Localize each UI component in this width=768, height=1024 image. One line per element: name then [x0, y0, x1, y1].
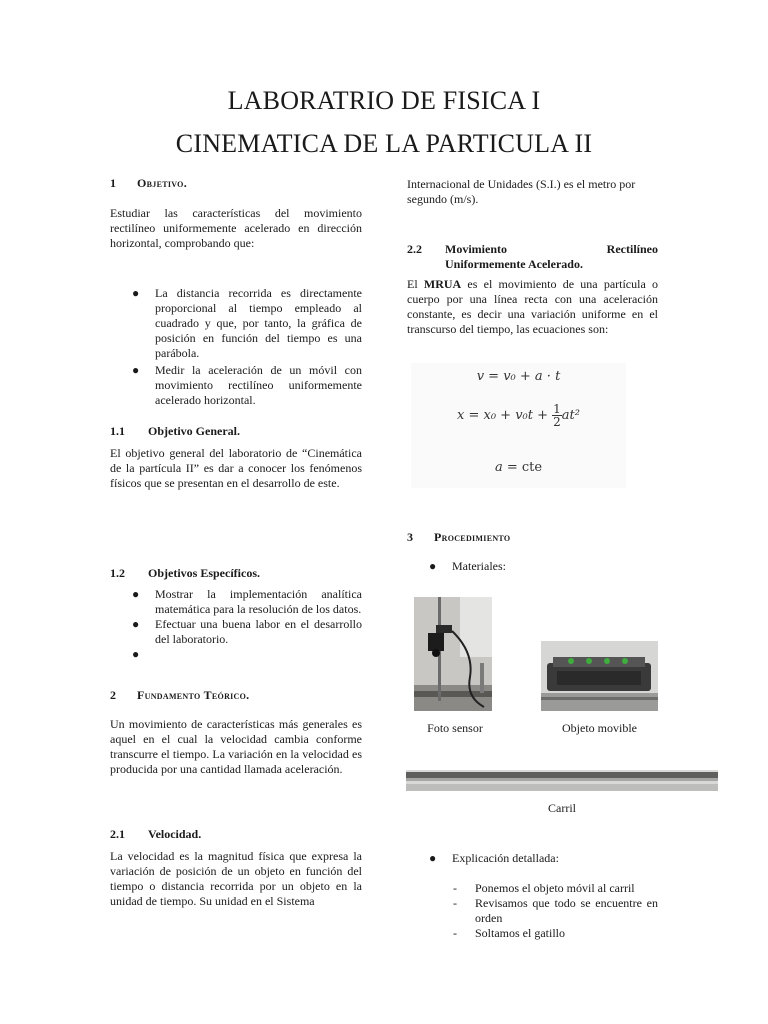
- bullet-icon: ●: [429, 851, 437, 865]
- photo-sensor-image: [414, 597, 492, 711]
- velocity-text-continued: Internacional de Unidades (S.I.) es el metro por segundo (m/s).: [407, 177, 636, 206]
- mrua-text: El MRUA es el movimiento de una partícula o cuerpo por una línea recta con una aceleración constante, es decir una variación uniforme en el transcurso del tiempo, las ecuaciones son:: [407, 277, 659, 336]
- objective-intro: Estudiar las características del movimiento rectilíneo uniformemente acelerado en dirección horizontal, comprobando que:: [110, 206, 362, 250]
- bullet-icon: ●: [132, 647, 140, 661]
- bullet-icon: ●: [429, 559, 437, 573]
- dash-icon: -: [453, 881, 457, 895]
- materials-bullet: [407, 559, 658, 574]
- procedure-steps: [453, 881, 658, 941]
- dash-icon: -: [453, 926, 457, 940]
- bullet-icon: ●: [132, 286, 140, 300]
- rail-image: [406, 770, 718, 791]
- section-1-1-heading: 1.1 Objetivo General.: [110, 424, 240, 438]
- section-2-heading: 2 Fundamento Teórico.: [110, 688, 250, 702]
- section-1-heading: [110, 176, 362, 191]
- theory-text: Un movimiento de características más generales es aquel en el cual la velocidad cambia conforme transcurre el tiempo. La variación en la velocidad es producida por una cantidad llamada aceleración.: [110, 717, 362, 776]
- list-item: ● Medir la aceleración de un móvil con movimiento rectilíneo uniformemente acelerado horizontal.: [132, 363, 362, 407]
- dash-icon: -: [453, 896, 457, 910]
- specific-objectives-bullets: [110, 587, 362, 662]
- list-item: [110, 647, 362, 662]
- bullet-icon: ●: [132, 617, 140, 631]
- section-title: Objetivo.: [137, 176, 187, 190]
- objective-bullets: [110, 286, 362, 408]
- equation-position: x = x₀ + v₀t + $\frac{1}{2}$ at²: [457, 402, 580, 429]
- movable-object-image: [541, 641, 658, 711]
- section-2-2-heading: 2.2 Movimiento Rectilíneo Uniformemente Acelerado.: [407, 242, 658, 271]
- caption-movable-object: Objeto movible: [562, 721, 637, 735]
- list-item: ● Efectuar una buena labor en el desarrollo del laboratorio.: [132, 617, 362, 646]
- section-number: 1: [110, 176, 116, 190]
- section-2-1-heading: 2.1 Velocidad.: [110, 827, 202, 841]
- list-item: - Revisamos que todo se encuentre en orden: [453, 896, 658, 925]
- caption-rail: Carril: [548, 801, 576, 815]
- detail-bullet: [407, 851, 658, 866]
- bullet-icon: ●: [132, 587, 140, 601]
- list-item: ● Materiales:: [429, 559, 506, 573]
- list-item: ● La distancia recorrida es directamente proporcional al tiempo empleado al cuadrado y que, por tanto, la gráfica de posición en función del tiempo es una parábola.: [132, 286, 362, 360]
- document-subtitle: CINEMATICA DE LA PARTICULA II: [175, 129, 593, 158]
- list-item: - Ponemos el objeto móvil al carril: [453, 881, 635, 895]
- equation-velocity: v = v₀ + a · t: [476, 369, 561, 384]
- list-item: ● Explicación detallada:: [429, 851, 559, 865]
- list-item: ● Mostrar la implementación analítica matemática para la resolución de los datos.: [132, 587, 362, 616]
- section-1-2-heading: 1.2 Objetivos Específicos.: [110, 566, 260, 580]
- list-item: - Soltamos el gatillo: [453, 926, 565, 940]
- velocity-text: La velocidad es la magnitud física que expresa la variación de posición de un objeto en función del tiempo o distancia recorrida por un objeto en la unidad de tiempo. Su unidad en el Sistema: [110, 849, 362, 908]
- equation-acceleration: a = cte: [494, 460, 543, 475]
- equations-figure: [411, 363, 626, 488]
- section-3-heading: 3 Procedimiento: [407, 530, 511, 544]
- bullet-icon: ●: [132, 363, 140, 377]
- general-objective-text: El objetivo general del laboratorio de “Cinemática de la partícula II” es dar a conocer los fenómenos físicos que se presentan en el desarrollo de este.: [110, 446, 362, 490]
- caption-photo-sensor: Foto sensor: [427, 721, 483, 735]
- document-title: LABORATRIO DE FISICA I: [227, 86, 541, 115]
